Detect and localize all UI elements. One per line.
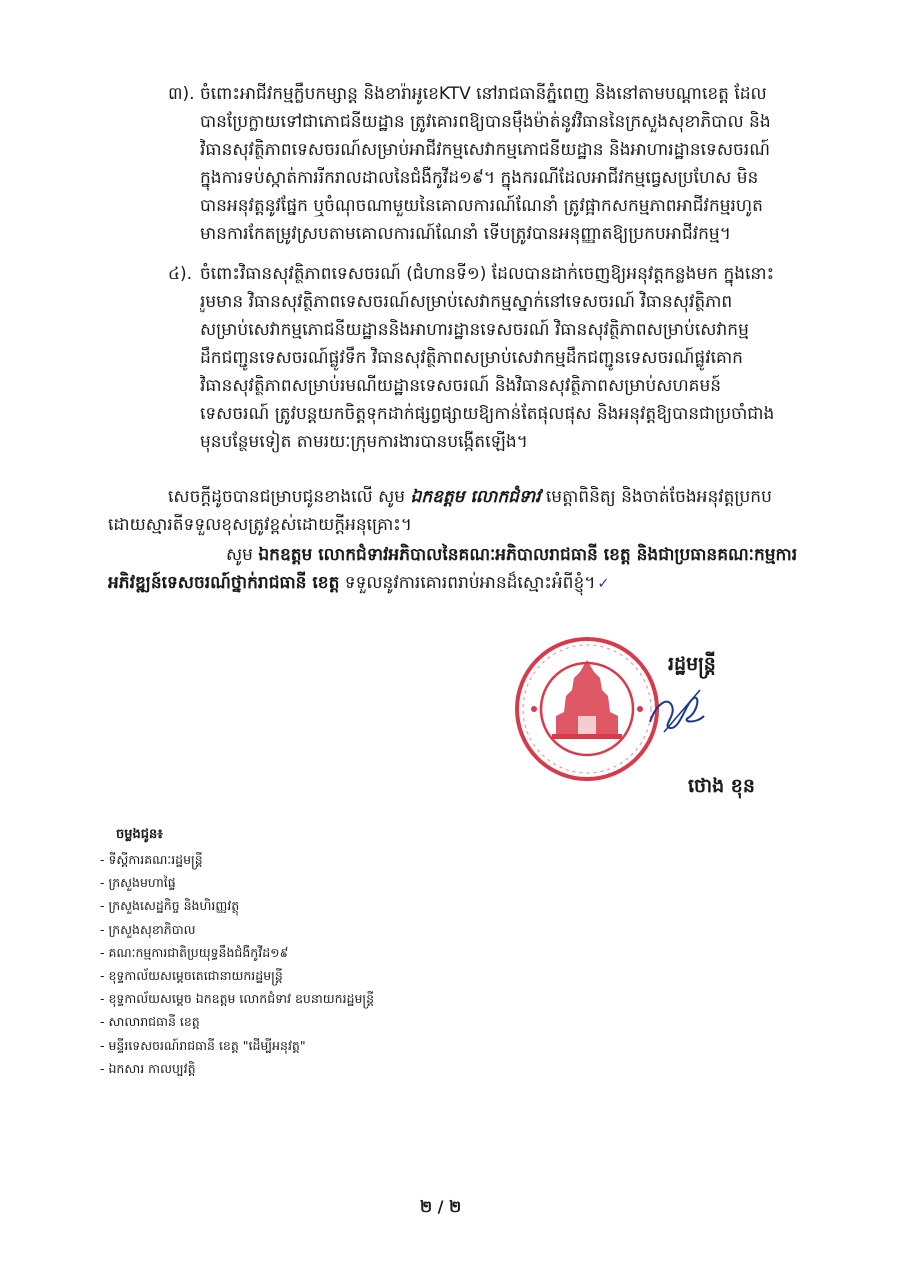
cc-item: - ក្រសួងសេដ្ឋកិច្ច និងហិរញ្ញវត្ថុ — [100, 898, 240, 914]
item-number: ៤). — [168, 264, 193, 284]
text-line: សម្រាប់សេវាកម្មភោជនីយដ្ឋាននិងអាហារដ្ឋានទេសចរណ៍ វិធានសុវត្ថិភាពសម្រាប់សេវាកម្ម — [200, 320, 749, 340]
text-line — [108, 569, 866, 597]
text-line: បានអនុវត្តនូវផ្នែក ឬចំណុចណាមួយនៃគោលការណ៍ណែនាំ ត្រូវផ្អាកសកម្មភាពអាជីវកម្មរហូត — [200, 196, 763, 216]
signature-icon — [642, 682, 712, 742]
closing-paragraph-2 — [108, 541, 866, 597]
cc-item: - មន្ទីរទេសចរណ៍រាជធានី ខេត្ត "ដើម្បីអនុវត្ត" — [100, 1037, 306, 1053]
page-number: ២ / ២ — [420, 1197, 462, 1216]
text-line: រួមមាន វិធានសុវត្ថិភាពទេសចរណ៍សម្រាប់សេវាកម្មស្នាក់នៅទេសចរណ៍ វិធានសុវត្ថិភាព — [200, 292, 733, 312]
text-line: ចំពោះអាជីវកម្មក្លឹបកម្សាន្ត និងខារ៉ាអូខេKTV នៅរាជធានីភ្នំពេញ និងនៅតាមបណ្តាខេត្ត ដែល — [200, 84, 767, 104]
initial-mark-icon: ✓ — [597, 576, 610, 592]
closing-text: សូម — [226, 545, 259, 565]
closing-text: មេត្តាពិនិត្យ និងចាត់ចែងអនុវត្តប្រកប — [540, 487, 772, 507]
cc-item: - ទីស្តីការគណៈរដ្ឋមន្ត្រី — [100, 852, 203, 867]
item-number: ៣). — [168, 84, 195, 104]
addressee-bold: ឯកឧត្តម លោកជំទាវអភិបាលនៃគណៈអភិបាលរាជធានី ខេត្ត និងជាប្រធានគណៈកម្មការ — [258, 545, 798, 565]
closing-text: ទទួលនូវការគោរពរាប់អានដ៏ស្មោះអំពីខ្ញុំ។ — [339, 573, 596, 593]
text-line — [168, 483, 858, 511]
official-seal-icon — [512, 634, 662, 784]
text-line: ដោយស្មារតីទទួលខុសត្រូវខ្ពស់ដោយក្តីអនុគ្រោះ។ — [108, 515, 412, 535]
text-line: ដឹកជញ្ជូនទេសចរណ៍ផ្លូវទឹក វិធានសុវត្ថិភាពសម្រាប់សេវាកម្មដឹកជញ្ជូនទេសចរណ៍ផ្លូវគោក — [200, 348, 743, 368]
cc-heading: ចម្លងជូន៖ — [116, 827, 163, 842]
signatory-title: រដ្ឋមន្ត្រី — [668, 653, 716, 675]
cc-item: - ក្រសួងមហាផ្ទៃ — [100, 875, 176, 891]
text-line: វិធានសុវត្ថិភាពទេសចរណ៍សម្រាប់អាជីវកម្មសេវាកម្មភោជនីយដ្ឋាន និងអាហារដ្ឋានទេសចរណ៍ — [200, 140, 770, 160]
text-line: មានការកែតម្រូវស្របតាមគោលការណ៍ណែនាំ ទើបត្រូវបានអនុញ្ញាតឱ្យប្រកបអាជីវកម្ម។ — [200, 224, 731, 244]
text-line: បានប្រែក្លាយទៅជាភោជនីយដ្ឋាន ត្រូវគោរពឱ្យបានម៉ឹងម៉ាត់នូវវិធាននៃក្រសួងសុខាភិបាល និង — [200, 112, 771, 132]
item-text — [200, 80, 858, 248]
cc-item: - សាលារាជធានី ខេត្ត — [100, 1014, 200, 1030]
text-line: ទេសចរណ៍ ត្រូវបន្តយកចិត្តទុកដាក់ផ្សព្វផ្សាយឱ្យកាន់តែផុលផុស និងអនុវត្តឱ្យបានជាប្រចាំជាង — [200, 404, 775, 424]
cc-item: - ខុទ្ទកាល័យសម្តេច ឯកឧត្តម លោកជំទាវ ឧបនាយករដ្ឋមន្ត្រី — [100, 991, 375, 1007]
closing-text: សេចក្តីដូចបានជម្រាបជូនខាងលើ សូម — [168, 487, 411, 507]
text-line: ក្នុងការទប់ស្កាត់ការរីករាលដាលនៃជំងឺកូវីដ១៩។ ក្នុងករណីដែលអាជីវកម្មធ្វេសប្រហែស មិន — [200, 168, 759, 188]
text-line: វិធានសុវត្ថិភាពសម្រាប់រមណីយដ្ឋានទេសចរណ៍ និងវិធានសុវត្ថិភាពសម្រាប់សហគមន៍ — [200, 376, 722, 396]
item-text — [200, 260, 858, 456]
cc-item: - ក្រសួងសុខាភិបាល — [100, 921, 196, 937]
text-line — [226, 541, 866, 569]
addressee-bold: ឯកឧត្តម លោកជំទាវ — [410, 487, 541, 507]
cc-list — [100, 848, 374, 1080]
addressee-bold: អភិវឌ្ឍន៍ទេសចរណ៍ថ្នាក់រាជធានី ខេត្ត — [108, 573, 340, 593]
closing-paragraph-1 — [108, 483, 858, 539]
cc-item: - គណៈកម្មការជាតិប្រយុទ្ធនឹងជំងឺកូវីដ១៩ — [100, 944, 289, 960]
cc-item: - ខុទ្ទកាល័យសម្តេចតេជោនាយករដ្ឋមន្ត្រី — [100, 968, 283, 984]
text-line: មុនបន្ថែមទៀត តាមរយៈក្រុមការងារបានបង្កើតឡើង។ — [200, 432, 528, 452]
cc-item: - ឯកសារ កាលប្បវត្តិ — [100, 1060, 196, 1076]
signatory-name: ថោង ខុន — [688, 775, 755, 797]
text-line: ចំពោះវិធានសុវត្ថិភាពទេសចរណ៍ (ជំហានទី១) ដែលបានដាក់ចេញឱ្យអនុវត្តកន្លងមក ក្នុងនោះ — [200, 264, 775, 284]
